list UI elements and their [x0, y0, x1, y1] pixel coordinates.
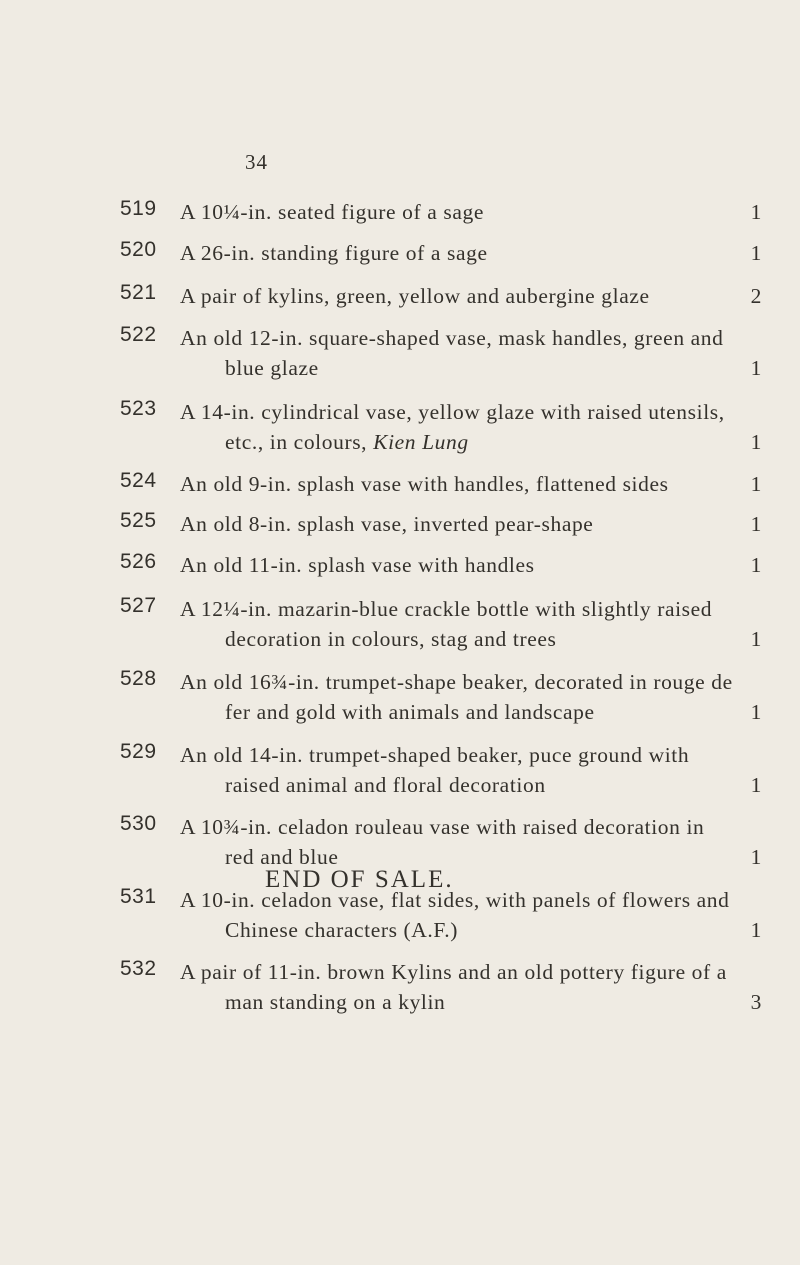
lot-description-line: Chinese characters (A.F.) — [225, 918, 458, 942]
lot-description — [180, 740, 770, 800]
lot-description — [180, 594, 770, 654]
lot-number: 523 — [120, 397, 157, 420]
lot-quantity: 1 — [750, 356, 762, 380]
lot-number: 529 — [120, 740, 157, 763]
lot-description — [180, 957, 770, 1017]
lot-description-line: raised animal and floral decoration — [225, 773, 546, 797]
lot-description-line: A pair of 11-in. brown Kylins and an old pottery figure of a — [180, 960, 727, 984]
lot-description — [180, 509, 770, 539]
lot-description — [180, 667, 770, 727]
lot-description — [180, 469, 770, 499]
lot-quantity: 2 — [750, 284, 762, 308]
lot-quantity: 1 — [750, 918, 762, 942]
lot-quantity: 1 — [750, 512, 762, 536]
page-number: 34 — [245, 150, 268, 174]
lot-description-line: man standing on a kylin — [225, 990, 446, 1014]
lot-description-line: A 10¼-in. seated figure of a sage — [180, 200, 484, 224]
lot-description — [180, 550, 770, 580]
lot-quantity: 1 — [750, 700, 762, 724]
lot-description — [180, 197, 770, 227]
lot-quantity: 1 — [750, 430, 762, 454]
lot-description-line: decoration in colours, stag and trees — [225, 627, 557, 651]
lot-description-line: red and blue — [225, 845, 339, 869]
lot-description-line: A 10¾-in. celadon rouleau vase with raised decoration in — [180, 815, 705, 839]
lot-quantity: 1 — [750, 553, 762, 577]
lot-description-line: An old 8-in. splash vase, inverted pear-shape — [180, 512, 594, 536]
lot-quantity: 1 — [750, 472, 762, 496]
lot-description-line: blue glaze — [225, 356, 319, 380]
lot-number: 528 — [120, 667, 157, 690]
lot-number: 520 — [120, 238, 157, 261]
lot-number: 525 — [120, 509, 157, 532]
lot-description-line: A 14-in. cylindrical vase, yellow glaze with raised utensils, — [180, 400, 725, 424]
lot-number: 530 — [120, 812, 157, 835]
lot-description-line: An old 12-in. square-shaped vase, mask handles, green and — [180, 326, 724, 350]
lot-quantity: 1 — [750, 241, 762, 265]
lot-description — [180, 397, 770, 457]
lot-quantity: 1 — [750, 845, 762, 869]
lot-description-line: An old 9-in. splash vase with handles, flattened sides — [180, 472, 669, 496]
lot-number: 526 — [120, 550, 157, 573]
lot-description-line: etc., in colours, Kien Lung — [225, 430, 469, 454]
lot-number: 527 — [120, 594, 157, 617]
lot-number: 519 — [120, 197, 157, 220]
lot-number: 522 — [120, 323, 157, 346]
lot-quantity: 1 — [750, 773, 762, 797]
lot-description-line: fer and gold with animals and landscape — [225, 700, 595, 724]
lot-number: 524 — [120, 469, 157, 492]
lot-quantity: 1 — [750, 627, 762, 651]
lot-quantity: 1 — [750, 200, 762, 224]
lot-description — [180, 238, 770, 268]
lot-number: 532 — [120, 957, 157, 980]
lot-description — [180, 323, 770, 383]
lot-description — [180, 812, 770, 872]
lot-description-line: An old 16¾-in. trumpet-shape beaker, decorated in rouge de — [180, 670, 733, 694]
lot-description-line: An old 14-in. trumpet-shaped beaker, puce ground with — [180, 743, 690, 767]
lot-number: 531 — [120, 885, 157, 908]
lot-description — [180, 885, 770, 945]
lot-description-line: An old 11-in. splash vase with handles — [180, 553, 535, 577]
end-of-sale-text: END OF SALE. — [265, 866, 454, 893]
lot-quantity: 3 — [750, 990, 762, 1014]
reign-mark-text: Kien Lung — [373, 430, 469, 454]
lot-description-line: A pair of kylins, green, yellow and aubergine glaze — [180, 284, 650, 308]
lot-description-line: A 26-in. standing figure of a sage — [180, 241, 488, 265]
lot-description — [180, 281, 770, 311]
lot-description-line: A 12¼-in. mazarin-blue crackle bottle with slightly raised — [180, 597, 713, 621]
lot-description-line: A 10-in. celadon vase, flat sides, with panels of flowers and — [180, 888, 730, 912]
lot-number: 521 — [120, 281, 157, 304]
